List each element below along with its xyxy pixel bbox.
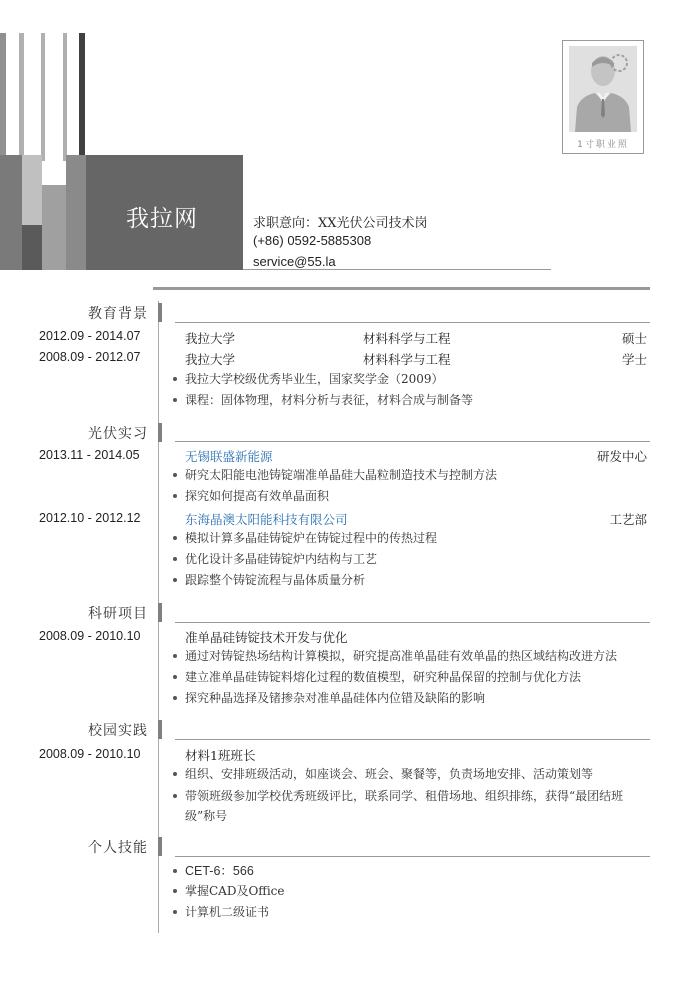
department: 工艺部 — [609, 512, 647, 527]
school-name: 我拉大学 — [185, 331, 236, 346]
job-date: 2012.10 - 2012.12 — [39, 511, 141, 525]
section-title-education: 教育背景 — [88, 306, 148, 322]
job-bullet: 优化设计多晶硅铸锭炉内结构与工艺 — [185, 549, 655, 569]
section-divider — [175, 856, 650, 857]
section-marker — [158, 303, 162, 322]
research-bullet: 通过对铸锭热场结构计算模拟，研究提高准单晶硅有效单晶的热区域结构改进方法 — [185, 646, 655, 666]
job-objective: 求职意向：XX光伏公司技术岗 — [253, 216, 428, 231]
section-divider — [175, 622, 650, 623]
campus-date: 2008.09 - 2010.10 — [39, 747, 141, 761]
phone-number: (+86) 0592-5885308 — [253, 233, 372, 248]
job-bullet: 模拟计算多晶硅铸锭炉在铸锭过程中的传热过程 — [185, 528, 655, 548]
candidate-name: 我拉网 — [126, 206, 198, 232]
education-row — [185, 350, 647, 368]
section-marker — [158, 423, 162, 442]
education-row — [185, 329, 647, 347]
skill-item: 掌握CAD及Office — [185, 881, 655, 901]
skill-item: 计算机二级证书 — [185, 902, 655, 922]
education-bullet: 我拉大学校级优秀毕业生，国家奖学金（2009） — [185, 369, 655, 389]
header-divider — [153, 287, 650, 290]
research-bullet: 探究种晶选择及锗掺杂对准单晶硅体内位错及缺陷的影响 — [185, 688, 655, 708]
section-divider — [175, 322, 650, 323]
email-address: service@55.la — [253, 254, 336, 269]
degree: 硕士 — [621, 331, 647, 346]
education-date: 2008.09 - 2012.07 — [39, 350, 141, 364]
campus-bullet: 带领班级参加学校优秀班级评比，联系同学、租借场地、组织排练，获得“最团结班级”称号 — [185, 786, 650, 826]
education-bullet: 课程：固体物理，材料分析与表征，材料合成与制备等 — [185, 390, 655, 410]
department: 研发中心 — [596, 449, 647, 464]
job-row — [185, 447, 647, 465]
section-marker — [158, 720, 162, 739]
avatar-icon — [563, 41, 643, 137]
company-name: 东海晶澳太阳能科技有限公司 — [185, 512, 348, 527]
contact-underline — [243, 269, 551, 270]
section-marker — [158, 603, 162, 622]
section-title-research: 科研项目 — [88, 606, 148, 622]
education-date: 2012.09 - 2014.07 — [39, 329, 141, 343]
job-bullet: 探究如何提高有效单晶面积 — [185, 486, 655, 506]
major: 材料科学与工程 — [363, 331, 451, 346]
research-bullet: 建立准单晶硅铸锭料熔化过程的数值模型，研究种晶保留的控制与优化方法 — [185, 667, 655, 687]
job-date: 2013.11 - 2014.05 — [39, 448, 140, 462]
section-divider — [175, 739, 650, 740]
profile-photo — [562, 40, 644, 154]
campus-role: 材料1班班长 — [185, 748, 256, 763]
major: 材料科学与工程 — [363, 352, 451, 367]
company-name: 无锡联盛新能源 — [185, 449, 273, 464]
section-divider — [175, 441, 650, 442]
project-name: 准单晶硅铸锭技术开发与优化 — [185, 630, 348, 645]
job-bullet: 研究太阳能电池铸锭端准单晶硅大晶粒制造技术与控制方法 — [185, 465, 655, 485]
section-title-campus: 校园实践 — [88, 723, 148, 739]
section-marker — [158, 837, 162, 856]
job-row — [185, 510, 647, 528]
section-title-internship: 光伏实习 — [88, 426, 148, 442]
photo-caption: 1寸职业照 — [577, 140, 629, 150]
research-date: 2008.09 - 2010.10 — [39, 629, 141, 643]
job-bullet: 跟踪整个铸锭流程与晶体质量分析 — [185, 570, 655, 590]
degree: 学士 — [621, 352, 647, 367]
section-title-skills: 个人技能 — [88, 840, 148, 856]
school-name: 我拉大学 — [185, 352, 236, 367]
skill-item: CET-6：566 — [185, 861, 655, 881]
campus-bullet: 组织、安排班级活动，如座谈会、班会、聚餐等，负责场地安排、活动策划等 — [185, 764, 655, 784]
